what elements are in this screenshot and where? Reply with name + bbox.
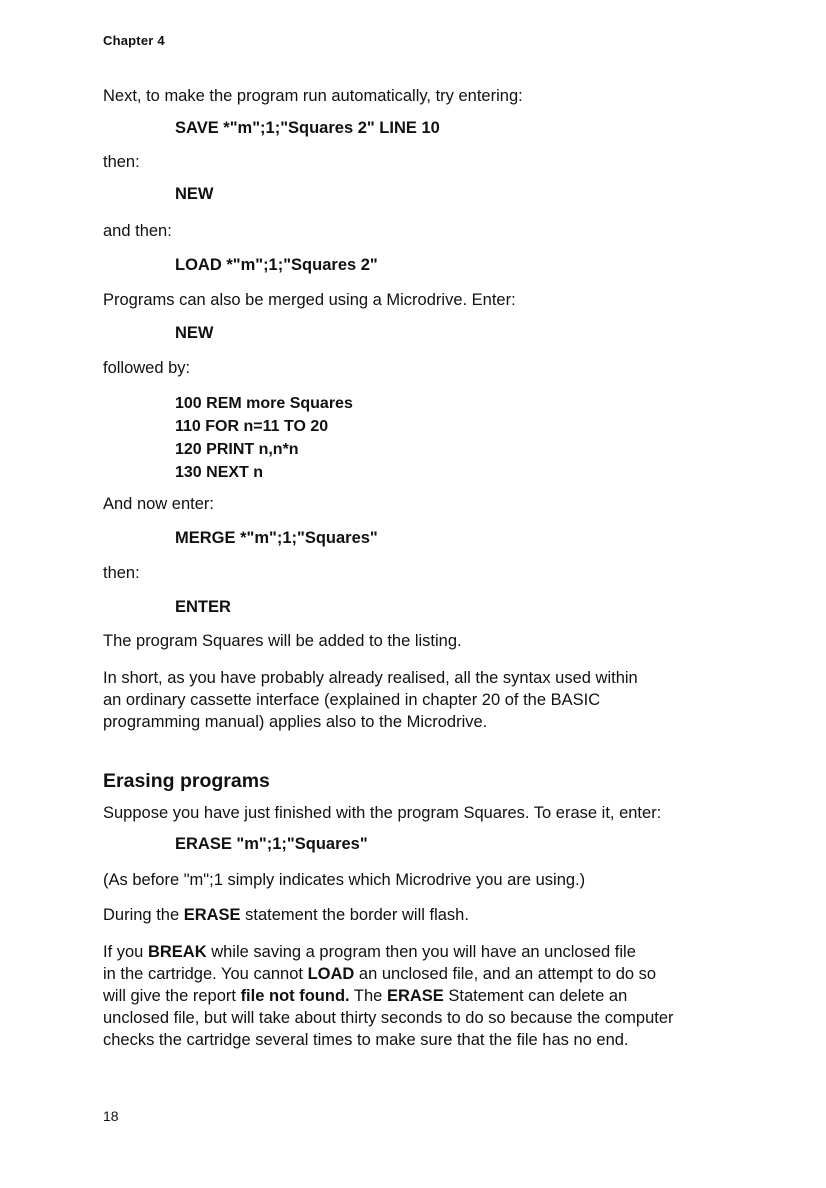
summary-paragraph: In short, as you have probably already realised, all the syntax used within an ordinary cassette interface (explained in chapter 20 of the BASIC programming manual) applies also to the Microdrive. — [103, 669, 638, 731]
added-text: The program Squares will be added to the listing. — [103, 632, 462, 650]
border-text: During the ERASE statement the border will flash. — [103, 906, 469, 924]
program-line: 120 PRINT n,n*n — [175, 441, 299, 458]
and-then-text: and then: — [103, 222, 172, 240]
then-text-2: then: — [103, 564, 140, 582]
code-merge: MERGE *"m";1;"Squares" — [175, 529, 378, 547]
program-line: 100 REM more Squares — [175, 395, 353, 412]
program-listing — [175, 392, 353, 484]
page-number: 18 — [103, 1108, 119, 1124]
program-line: 110 FOR n=11 TO 20 — [175, 418, 329, 435]
intro-text: Next, to make the program run automatically, try entering: — [103, 87, 523, 105]
section-heading: Erasing programs — [103, 770, 270, 792]
merge-intro-text: Programs can also be merged using a Microdrive. Enter: — [103, 291, 516, 309]
code-save: SAVE *"m";1;"Squares 2" LINE 10 — [175, 119, 440, 137]
code-erase: ERASE "m";1;"Squares" — [175, 835, 368, 853]
code-enter: ENTER — [175, 598, 231, 616]
chapter-header: Chapter 4 — [103, 33, 165, 48]
erase-intro-text: Suppose you have just finished with the program Squares. To erase it, enter: — [103, 804, 662, 822]
code-new: NEW — [175, 185, 214, 203]
then-text: then: — [103, 153, 140, 171]
followed-by-text: followed by: — [103, 359, 191, 377]
break-paragraph: If you BREAK while saving a program then you will have an unclosed file in the cartridge. You cannot LOAD an unclosed file, and an attempt to do so will give the report file not found. The ERASE Statement can delete an unclosed file, but will take about thirty seconds to do so because the computer checks the cartridge several times to make sure that the file has no end. — [103, 943, 674, 1049]
code-load: LOAD *"m";1;"Squares 2" — [175, 256, 378, 274]
code-new-2: NEW — [175, 324, 214, 342]
and-now-text: And now enter: — [103, 495, 214, 513]
note-text: (As before "m";1 simply indicates which Microdrive you are using.) — [103, 871, 586, 889]
program-line: 130 NEXT n — [175, 464, 264, 481]
